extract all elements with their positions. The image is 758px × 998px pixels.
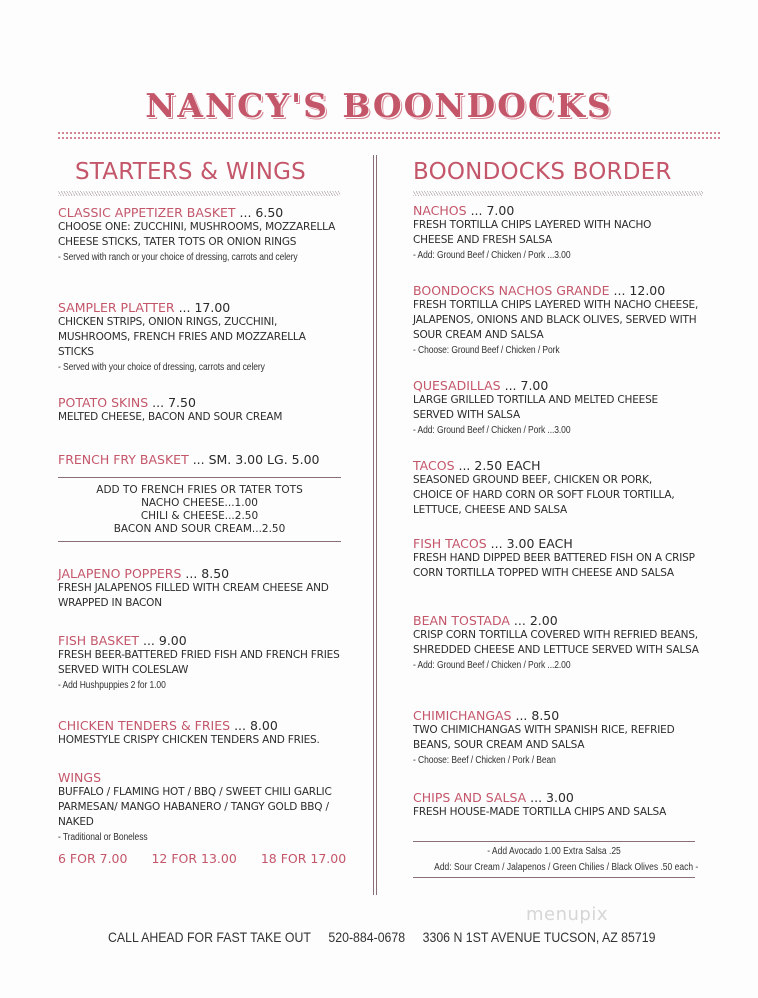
item-description: FRESH HOUSE-MADE TORTILLA CHIPS AND SALSA xyxy=(413,806,667,818)
menu-item-jalapeno-poppers xyxy=(58,566,343,611)
item-price: ... 6.50 xyxy=(239,205,284,220)
menu-item-chips-salsa xyxy=(413,790,713,820)
item-price: ... 8.50 xyxy=(515,708,560,723)
item-description: SEASONED GROUND BEEF, CHICKEN OR PORK, CHOICE OF HARD CORN OR SOFT FLOUR TORTILLA, LETTUCE, CHEESE AND SALSA xyxy=(413,474,675,516)
item-name: POTATO SKINS xyxy=(58,395,149,410)
section-title-starters: STARTERS & WINGS xyxy=(75,159,306,185)
item-description: LARGE GRILLED TORTILLA AND MELTED CHEESE SERVED WITH SALSA xyxy=(413,394,658,421)
menu-item-fish-basket xyxy=(58,633,343,694)
addon-line: ADD TO FRENCH FRIES OR TATER TOTS xyxy=(96,484,303,496)
menu-item-nachos xyxy=(413,203,693,264)
menu-item-potato-skins xyxy=(58,395,348,425)
item-price: ... 12.00 xyxy=(613,283,666,298)
wings-price-12: 12 FOR 13.00 xyxy=(151,851,237,866)
item-description: HOMESTYLE CRISPY CHICKEN TENDERS AND FRIES. xyxy=(58,734,320,746)
addon-line: Add: Sour Cream / Jalapenos / Green Chilies / Black Olives .50 each - xyxy=(434,862,699,873)
item-note: - Add: Ground Beef / Chicken / Pork ...2.00 xyxy=(413,660,571,671)
menu-item-sampler-platter xyxy=(58,300,333,376)
menu-item-chimichangas xyxy=(413,708,688,769)
item-name: CHIPS AND SALSA xyxy=(413,790,527,805)
item-note: - Traditional or Boneless xyxy=(58,832,148,843)
wings-price-6: 6 FOR 7.00 xyxy=(58,851,128,866)
item-name: JALAPENO POPPERS xyxy=(58,566,182,581)
item-description: CHICKEN STRIPS, ONION RINGS, ZUCCHINI, MUSHROOMS, FRENCH FRIES AND MOZZARELLA STICKS xyxy=(58,316,306,358)
item-note: - Choose: Ground Beef / Chicken / Pork xyxy=(413,345,560,356)
item-name: WINGS xyxy=(58,770,102,785)
menu-item-nachos-grande xyxy=(413,283,713,359)
item-description: FRESH HAND DIPPED BEER BATTERED FISH ON A CRISP CORN TORTILLA TOPPED WITH CHEESE AND SALSA xyxy=(413,552,695,579)
item-price: ... 7.50 xyxy=(152,395,196,410)
item-name: BOONDOCKS NACHOS GRANDE xyxy=(413,283,610,298)
item-note: - Add Hushpuppies 2 for 1.00 xyxy=(58,680,166,691)
item-name: FISH TACOS xyxy=(413,536,487,551)
starters-wings-section xyxy=(58,155,348,866)
item-description: CHOOSE ONE: ZUCCHINI, MUSHROOMS, MOZZARELLA CHEESE STICKS, TATER TOTS OR ONION RINGS xyxy=(58,221,336,248)
hatch-underline xyxy=(413,191,703,196)
phone-number: 520-884-0678 xyxy=(328,929,406,945)
item-price: ... 9.00 xyxy=(142,633,187,648)
menu-item-fish-tacos xyxy=(413,536,698,581)
item-price: ... 3.00 EACH xyxy=(490,536,573,551)
watermark-logo: menupix xyxy=(526,904,609,925)
item-note: - Served with your choice of dressing, carrots and celery xyxy=(58,362,265,373)
wings-price-18: 18 FOR 17.00 xyxy=(260,851,347,866)
item-name: FISH BASKET xyxy=(58,633,139,648)
item-price: ... 7.00 xyxy=(504,378,549,393)
item-price: ... SM. 3.00 LG. 5.00 xyxy=(192,452,320,467)
item-price: ... 8.50 xyxy=(185,566,230,581)
section-title-border: BOONDOCKS BORDER xyxy=(413,159,672,185)
item-name: CLASSIC APPETIZER BASKET xyxy=(58,205,236,220)
border-addons-box xyxy=(413,841,699,878)
dotted-divider-top xyxy=(57,132,721,134)
address: 3306 N 1ST AVENUE TUCSON, AZ 85719 xyxy=(422,929,656,945)
item-price: ... 17.00 xyxy=(178,300,231,315)
item-name: TACOS xyxy=(413,458,455,473)
boondocks-border-section xyxy=(413,155,713,873)
menu-item-chicken-tenders xyxy=(58,718,358,748)
item-name: SAMPLER PLATTER xyxy=(58,300,175,315)
menu-item-french-fry-basket xyxy=(58,452,348,467)
item-price: ... 7.00 xyxy=(470,203,515,218)
item-note: - Add: Ground Beef / Chicken / Pork ...3.00 xyxy=(413,250,571,261)
wings-prices xyxy=(58,851,347,866)
item-name: QUESADILLAS xyxy=(413,378,501,393)
menu-item-wings xyxy=(58,770,347,866)
item-description: TWO CHIMICHANGAS WITH SPANISH RICE, REFRIED BEANS, SOUR CREAM AND SALSA xyxy=(413,724,675,751)
item-name: CHIMICHANGAS xyxy=(413,708,512,723)
item-description: MELTED CHEESE, BACON AND SOUR CREAM xyxy=(58,411,283,423)
menu-item-classic-appetizer-basket xyxy=(58,205,348,266)
item-price: ... 2.00 xyxy=(513,613,558,628)
column-divider xyxy=(373,155,377,895)
item-price: ... 3.00 xyxy=(530,790,574,805)
item-note: - Choose: Beef / Chicken / Pork / Bean xyxy=(413,755,556,766)
item-note: - Served with ranch or your choice of dressing, carrots and celery xyxy=(58,252,298,263)
item-description: FRESH TORTILLA CHIPS LAYERED WITH NACHO CHEESE, JALAPENOS, ONIONS AND BLACK OLIVES, SERVED WITH SOUR CREAM AND SALSA xyxy=(413,299,699,341)
dotted-divider-bottom xyxy=(57,137,721,139)
item-description: FRESH JALAPENOS FILLED WITH CREAM CHEESE AND WRAPPED IN BACON xyxy=(58,582,329,609)
call-ahead-text: CALL AHEAD FOR FAST TAKE OUT xyxy=(108,929,311,945)
addon-line: CHILI & CHEESE...2.50 xyxy=(140,510,259,522)
item-description: BUFFALO / FLAMING HOT / BBQ / SWEET CHILI GARLIC PARMESAN/ MANGO HABANERO / TANGY GOLD BBQ / NAKED xyxy=(58,786,332,828)
hatch-underline xyxy=(58,191,340,196)
fries-addons-box xyxy=(58,477,341,542)
menu-item-tacos xyxy=(413,458,683,518)
item-name: CHICKEN TENDERS & FRIES xyxy=(58,718,231,733)
item-name: NACHOS xyxy=(413,203,467,218)
menu-item-quesadillas xyxy=(413,378,688,439)
item-description: FRESH TORTILLA CHIPS LAYERED WITH NACHO CHEESE AND FRESH SALSA xyxy=(413,219,652,246)
addon-line: - Add Avocado 1.00 Extra Salsa .25 xyxy=(487,846,621,857)
addon-line: NACHO CHEESE...1.00 xyxy=(141,497,258,509)
addon-line: BACON AND SOUR CREAM...2.50 xyxy=(113,523,286,535)
footer-contact xyxy=(108,929,656,945)
menu-item-bean-tostada xyxy=(413,613,703,674)
item-name: FRENCH FRY BASKET xyxy=(58,452,189,467)
item-price: ... 2.50 EACH xyxy=(458,458,541,473)
item-description: FRESH BEER-BATTERED FRIED FISH AND FRENCH FRIES SERVED WITH COLESLAW xyxy=(58,649,340,676)
item-note: - Add: Ground Beef / Chicken / Pork ...3.00 xyxy=(413,425,571,436)
item-description: CRISP CORN TORTILLA COVERED WITH REFRIED BEANS, SHREDDED CHEESE AND LETTUCE SERVED WITH SALSA xyxy=(413,629,699,656)
item-price: ... 8.00 xyxy=(234,718,278,733)
restaurant-name: NANCY'S BOONDOCKS xyxy=(145,86,613,125)
item-name: BEAN TOSTADA xyxy=(413,613,510,628)
